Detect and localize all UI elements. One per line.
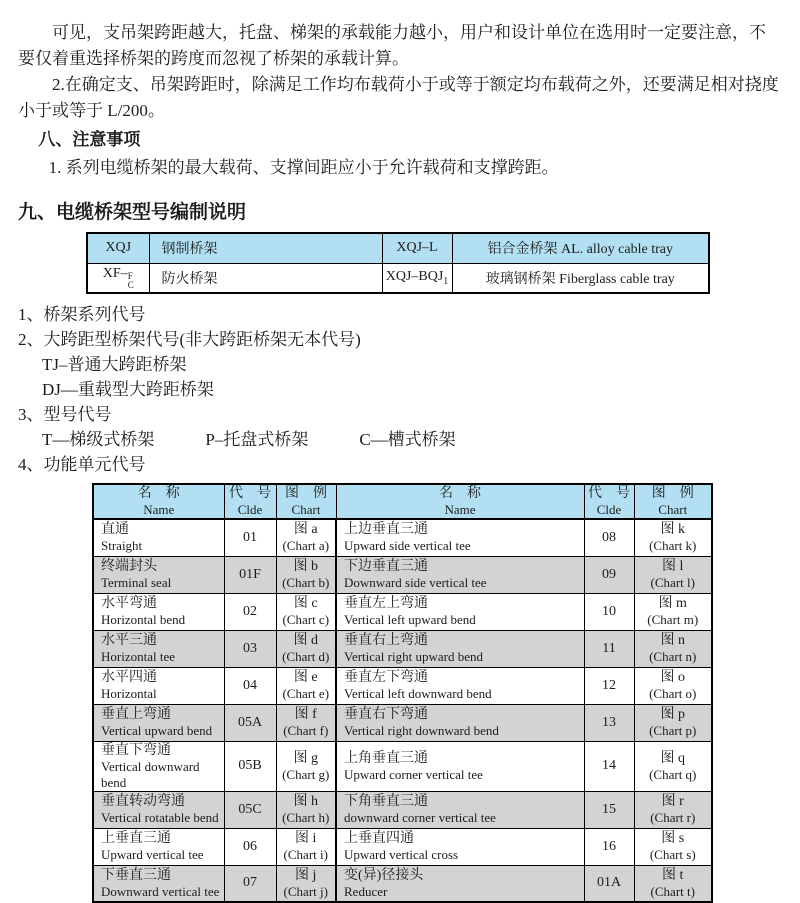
- code-cell: 14: [584, 741, 634, 791]
- chart-cell: 图 m (Chart m): [634, 593, 712, 630]
- name-cell: 终端封头 Terminal seal: [93, 556, 224, 593]
- table-row: [93, 828, 712, 865]
- series-code-table: [86, 232, 710, 294]
- chart-cell: 图 g (Chart g): [276, 741, 336, 791]
- table-row: [93, 865, 712, 902]
- list-item: 4、功能单元代号: [18, 455, 146, 474]
- name-cell: 上边垂直三通 Upward side vertical tee: [336, 519, 584, 556]
- table-row: [93, 741, 712, 791]
- chart-cell: 图 e (Chart e): [276, 667, 336, 704]
- table-row: [93, 630, 712, 667]
- code-cell: 01A: [584, 865, 634, 902]
- code-cell: 03: [224, 630, 276, 667]
- chart-cell: 图 r (Chart r): [634, 791, 712, 828]
- series-desc-cell: 玻璃钢桥架 Fiberglass cable tray: [452, 263, 709, 293]
- series-desc-cell: 防火桥架: [149, 263, 382, 293]
- chart-cell: 图 j (Chart j): [276, 865, 336, 902]
- name-cell: 上角垂直三通 Upward corner vertical tee: [336, 741, 584, 791]
- code-cell: 13: [584, 704, 634, 741]
- list-item: DJ—重载型大跨距桥架: [42, 380, 214, 399]
- chart-cell: 图 k (Chart k): [634, 519, 712, 556]
- code-cell: 09: [584, 556, 634, 593]
- function-unit-table: [92, 483, 713, 903]
- column-header-chart: 图 例 Chart: [634, 484, 712, 519]
- code-cell: 02: [224, 593, 276, 630]
- table-row: [93, 556, 712, 593]
- chart-cell: 图 h (Chart h): [276, 791, 336, 828]
- code-cell: 05B: [224, 741, 276, 791]
- series-code-cell: XQJ–$BQJ_1$: [382, 263, 452, 293]
- code-cell: 08: [584, 519, 634, 556]
- name-cell: 下边垂直三通 Downward side vertical tee: [336, 556, 584, 593]
- code-cell: 12: [584, 667, 634, 704]
- table-row: [93, 519, 712, 556]
- paragraph-deflection-rule: 2.在确定支、吊架跨距时，除满足工作均布载荷小于或等于额定均布载荷之外，还要满足相对挠度小于或等于 L/200。: [18, 75, 779, 120]
- series-code-cell: XQJ: [87, 233, 149, 263]
- list-item: 3、型号代号: [18, 405, 112, 424]
- code-cell: 15: [584, 791, 634, 828]
- code-notes-list: [18, 302, 782, 477]
- column-header-code: 代 号 Clde: [224, 484, 276, 519]
- name-cell: 垂直左下弯通 Vertical left downward bend: [336, 667, 584, 704]
- chart-cell: 图 p (Chart p): [634, 704, 712, 741]
- name-cell: 垂直转动弯通 Vertical rotatable bend: [93, 791, 224, 828]
- table-row: [93, 593, 712, 630]
- stacked-code-fraction: F C: [127, 270, 134, 290]
- series-desc-cell: 钢制桥架: [149, 233, 382, 263]
- name-cell: 垂直右上弯通 Vertical right upward bend: [336, 630, 584, 667]
- code-cell: 07: [224, 865, 276, 902]
- series-code-cell: XQJ–L: [382, 233, 452, 263]
- section-8-heading: 八、注意事项: [38, 130, 141, 149]
- column-header-name: 名 称 Name: [93, 484, 224, 519]
- name-cell: 变(异)径接头 Reducer: [336, 865, 584, 902]
- code-cell: 16: [584, 828, 634, 865]
- table-row: [93, 667, 712, 704]
- list-item: 2、大跨距型桥架代号(非大跨距桥架无本代号): [18, 330, 361, 349]
- section-8-item: 1. 系列电缆桥架的最大载荷、支撑间距应小于允许载荷和支撑跨距。: [48, 158, 559, 177]
- chart-cell: 图 s (Chart s): [634, 828, 712, 865]
- column-header-code: 代 号 Clde: [584, 484, 634, 519]
- name-cell: 上垂直四通 Upward vertical cross: [336, 828, 584, 865]
- chart-cell: 图 i (Chart i): [276, 828, 336, 865]
- list-item: 1、桥架系列代号: [18, 305, 146, 324]
- list-item: T—梯级式桥架 P–托盘式桥架 C—槽式桥架: [42, 430, 456, 449]
- table-row: [87, 233, 709, 263]
- code-cell: 01: [224, 519, 276, 556]
- name-cell: 直通 Straight: [93, 519, 224, 556]
- code-cell: 01F: [224, 556, 276, 593]
- chart-cell: 图 t (Chart t): [634, 865, 712, 902]
- series-desc-cell: 铝合金桥架 AL. alloy cable tray: [452, 233, 709, 263]
- paragraph-span-capacity: 可见，支吊架跨距越大，托盘、梯架的承载能力越小，用户和设计单位在选用时一定要注意，不要仅着重选择桥架的跨度而忽视了桥架的承载计算。: [18, 23, 766, 68]
- column-header-chart: 图 例 Chart: [276, 484, 336, 519]
- name-cell: 下角垂直三通 downward corner vertical tee: [336, 791, 584, 828]
- code-cell: 10: [584, 593, 634, 630]
- table-row: [93, 791, 712, 828]
- name-cell: 水平三通 Horizontal tee: [93, 630, 224, 667]
- list-item: TJ–普通大跨距桥架: [42, 355, 187, 374]
- column-header-name: 名 称 Name: [336, 484, 584, 519]
- code-cell: 05A: [224, 704, 276, 741]
- table-row: [87, 263, 709, 293]
- chart-cell: 图 n (Chart n): [634, 630, 712, 667]
- section-9-heading: 九、电缆桥架型号编制说明: [18, 202, 247, 223]
- chart-cell: 图 q (Chart q): [634, 741, 712, 791]
- chart-cell: 图 o (Chart o): [634, 667, 712, 704]
- code-cell: 11: [584, 630, 634, 667]
- code-cell: 06: [224, 828, 276, 865]
- name-cell: 垂直上弯通 Vertical upward bend: [93, 704, 224, 741]
- name-cell: 水平弯通 Horizontal bend: [93, 593, 224, 630]
- chart-cell: 图 l (Chart l): [634, 556, 712, 593]
- name-cell: 垂直左上弯通 Vertical left upward bend: [336, 593, 584, 630]
- code-cell: 05C: [224, 791, 276, 828]
- chart-cell: 图 c (Chart c): [276, 593, 336, 630]
- name-cell: 垂直下弯通 Vertical downward bend: [93, 741, 224, 791]
- code-cell: 04: [224, 667, 276, 704]
- chart-cell: 图 a (Chart a): [276, 519, 336, 556]
- table-row: [93, 704, 712, 741]
- series-code-cell: XF– F C: [87, 263, 149, 293]
- chart-cell: 图 d (Chart d): [276, 630, 336, 667]
- name-cell: 水平四通 Horizontal: [93, 667, 224, 704]
- name-cell: 下垂直三通 Downward vertical tee: [93, 865, 224, 902]
- chart-cell: 图 f (Chart f): [276, 704, 336, 741]
- header-row: [93, 484, 712, 519]
- chart-cell: 图 b (Chart b): [276, 556, 336, 593]
- name-cell: 垂直右下弯通 Vertical right downward bend: [336, 704, 584, 741]
- name-cell: 上垂直三通 Upward vertical tee: [93, 828, 224, 865]
